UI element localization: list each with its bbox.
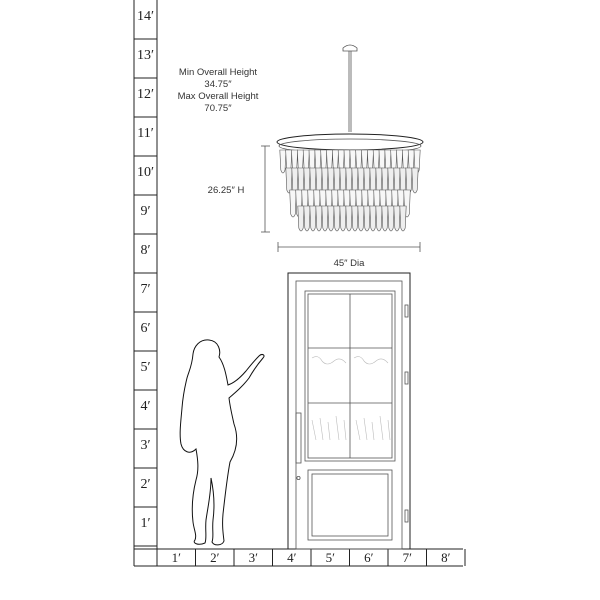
min-height-value: 34.75″ [204, 79, 232, 90]
crystal-pendant [352, 206, 358, 231]
diameter-dimension [278, 242, 420, 269]
horizontal-scale-label: 4′ [287, 550, 297, 565]
crystal-pendant [334, 206, 340, 231]
crystal-pendant [340, 168, 346, 193]
vertical-scale-label: 8′ [140, 243, 151, 258]
min-height-label: Min Overall Height [178, 67, 258, 78]
chandelier-drawing [277, 45, 423, 231]
crystal-pendant [382, 168, 388, 193]
vertical-scale-label: 2′ [140, 477, 151, 492]
crystal-pendant [412, 168, 418, 193]
door-drawing [288, 273, 410, 549]
crystal-pendant [290, 190, 297, 217]
vertical-scale-label: 3′ [140, 438, 151, 453]
crystal-pendant [370, 206, 376, 231]
crystal-pendant [346, 168, 352, 193]
crystal-pendant [388, 206, 394, 231]
vertical-scale-label: 11′ [137, 126, 154, 141]
crystal-pendant [304, 168, 310, 193]
crystal-pendant [376, 206, 382, 231]
vertical-ruler [134, 0, 157, 566]
crystal-pendant [328, 168, 334, 193]
crystal-pendant [406, 168, 412, 193]
vertical-scale-label: 13′ [136, 48, 155, 63]
vertical-scale-label: 7′ [140, 282, 151, 297]
crystal-pendant [298, 168, 304, 193]
vertical-scale-label: 10′ [136, 165, 155, 180]
crystal-pendant [292, 168, 298, 193]
crystal-pendant [310, 168, 316, 193]
vertical-scale-label: 9′ [140, 204, 151, 219]
door-handle [296, 413, 301, 463]
height-notes [178, 67, 259, 114]
horizontal-scale-label: 1′ [171, 550, 181, 565]
horizontal-scale-label: 8′ [441, 550, 451, 565]
person-silhouette [180, 340, 264, 545]
canopy [343, 45, 357, 51]
max-height-label: Max Overall Height [177, 91, 259, 102]
crystal-pendant [370, 168, 376, 193]
crystal-pendant [376, 168, 382, 193]
top-ring [277, 134, 423, 150]
height-dim-label: 26.25″ H [207, 185, 245, 196]
vertical-scale-label: 6′ [140, 321, 151, 336]
crystal-pendant [316, 168, 322, 193]
diameter-dim-label: 45″ Dia [333, 258, 365, 269]
horizontal-scale-label: 7′ [402, 550, 412, 565]
horizontal-scale-label: 5′ [325, 550, 335, 565]
crystal-pendant [298, 206, 304, 231]
vertical-scale-label: 12′ [136, 87, 155, 102]
crystal-pendant [328, 206, 334, 231]
crystal-pendant [316, 206, 322, 231]
crystal-pendant [346, 206, 352, 231]
crystal-pendant [382, 206, 388, 231]
crystal-pendant [334, 168, 340, 193]
crystal-pendant [364, 206, 370, 231]
door-lower-panel [308, 470, 392, 540]
crystal-pendant [388, 168, 394, 193]
crystal-pendant [322, 206, 328, 231]
horizontal-scale-label: 6′ [364, 550, 374, 565]
crystal-pendant [340, 206, 346, 231]
crystal-pendant [322, 168, 328, 193]
crystal-tiers [280, 150, 420, 231]
crystal-pendant [358, 206, 364, 231]
vertical-scale-label: 4′ [140, 399, 151, 414]
crystal-pendant [352, 168, 358, 193]
crystal-pendant [358, 168, 364, 193]
horizontal-scale-label: 2′ [210, 550, 220, 565]
vertical-scale-label: 5′ [140, 360, 151, 375]
crystal-pendant [364, 168, 370, 193]
height-dimension [208, 146, 270, 232]
crystal-pendant [394, 206, 400, 231]
crystal-pendant [394, 168, 400, 193]
crystal-pendant [286, 168, 292, 193]
horizontal-scale-label: 3′ [248, 550, 258, 565]
vertical-scale-label: 1′ [140, 516, 151, 531]
vertical-scale-label: 14′ [136, 9, 155, 24]
horizontal-ruler [134, 549, 465, 566]
max-height-value: 70.75″ [204, 103, 232, 114]
crystal-pendant [310, 206, 316, 231]
crystal-pendant [400, 206, 406, 231]
crystal-pendant [400, 168, 406, 193]
crystal-pendant [304, 206, 310, 231]
crystal-pendant [280, 150, 286, 173]
door-hinge [405, 305, 408, 317]
